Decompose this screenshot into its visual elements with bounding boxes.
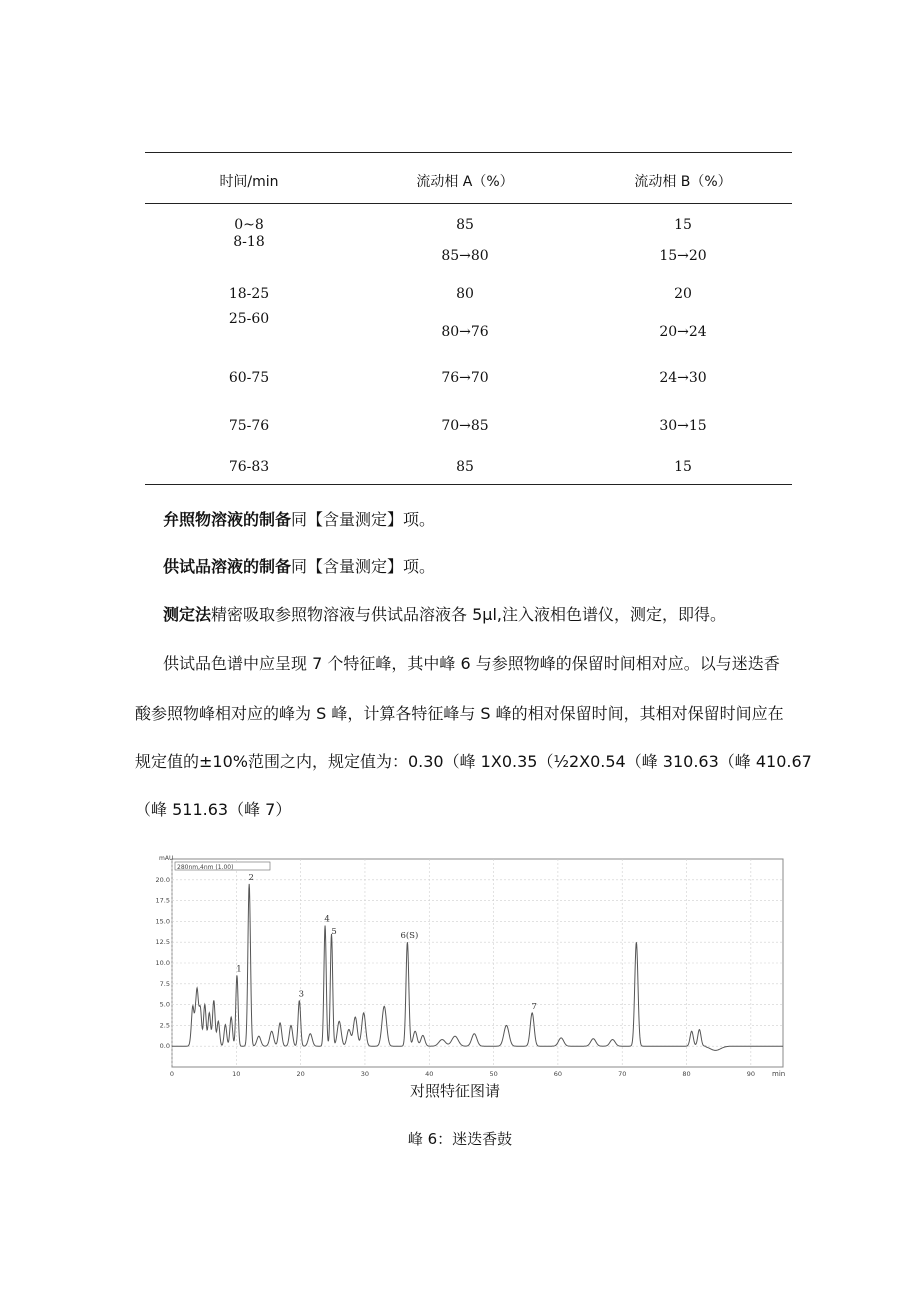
- paragraph-requirement-line2: 酸参照物峰相对应的峰为 S 峰，计算各特征峰与 S 峰的相对保留时间，其相对保留时间应在: [135, 704, 784, 723]
- x-tick-label: 90: [746, 1070, 755, 1078]
- y-tick-label: 17.5: [155, 896, 170, 905]
- y-tick-label: 20.0: [155, 875, 170, 884]
- peak-label: 3: [298, 989, 305, 1000]
- peak-label: 2: [248, 872, 254, 883]
- paragraph-sample-prep: [163, 557, 435, 577]
- table-cell: 76-83: [228, 459, 270, 475]
- peak-label: 5: [331, 927, 337, 938]
- x-tick-label: 0: [169, 1070, 175, 1078]
- paragraph-heading: 供试品溶液的制备: [163, 557, 292, 576]
- x-tick-label: 40: [425, 1070, 434, 1078]
- peak-label: 4: [324, 914, 330, 925]
- x-tick-label: 80: [682, 1070, 691, 1078]
- peak-label: 1: [236, 964, 242, 975]
- x-tick-label: 10: [232, 1070, 241, 1078]
- y-tick-label: 5.0: [159, 1000, 170, 1009]
- y-tick-labels: [156, 876, 170, 1050]
- x-tick-label: 20: [296, 1070, 305, 1078]
- x-tick-label: 50: [489, 1070, 498, 1078]
- paragraph-requirement-line4: （峰 511.63（峰 7）: [135, 800, 292, 819]
- paragraph-text: 同【含量测定】项。: [291, 557, 436, 576]
- table-cell: 15→20: [659, 248, 707, 264]
- paragraph-text: 同【含量测定】项。: [291, 510, 436, 529]
- peak6-note: 峰 6：迷迭香鼓: [407, 1130, 513, 1148]
- peak-label: 7: [531, 1001, 537, 1012]
- table-cell: 80: [456, 286, 474, 302]
- table-cell: 24→30: [659, 370, 707, 386]
- table-cell: 18-25: [228, 286, 270, 302]
- table-cell: 70→85: [441, 418, 489, 434]
- x-tick-label: 60: [553, 1070, 563, 1078]
- table-cell: 85→80: [441, 248, 489, 264]
- table-cell: 0~8: [234, 217, 264, 233]
- chromatogram-svg: [155, 852, 790, 1082]
- paragraph-requirement-line3: 规定值的±10%范围之内，规定值为：0.30（峰 1X0.35（½2X0.54（峰 310.63（峰 410.67: [135, 752, 812, 771]
- chart-caption: 对照特征图请: [409, 1082, 501, 1100]
- table-cell: 60-75: [228, 370, 270, 386]
- table-cell: 75-76: [228, 418, 270, 434]
- paragraph-requirement-line1: 供试品色谱中应呈现 7 个特征峰，其中峰 6 与参照物峰的保留时间相对应。以与迷迭香: [163, 654, 780, 673]
- header-mobile-b: 流动相 B（%）: [634, 174, 732, 190]
- table-cell: 85: [456, 459, 474, 475]
- y-tick-label: 0.0: [159, 1042, 170, 1051]
- table-header-rule: [145, 203, 792, 204]
- table-cell: 80→76: [441, 324, 489, 340]
- paragraph-reference-prep: [163, 510, 435, 530]
- chromatogram-chart: [155, 852, 790, 1082]
- y-tick-label: 7.5: [159, 979, 170, 988]
- table-cell: 15: [674, 459, 692, 475]
- table-cell: 8-18: [233, 234, 265, 250]
- table-cell: 20: [674, 286, 692, 302]
- table-cell: 25-60: [228, 311, 270, 327]
- x-axis-label: min: [772, 1070, 786, 1078]
- table-cell: 85: [456, 217, 474, 233]
- paragraph-text: 精密吸取参照物溶液与供试品溶液各 5μl,注入液相色谱仪，测定，即得。: [211, 605, 726, 624]
- table-cell: 76→70: [441, 370, 489, 386]
- header-mobile-a: 流动相 A（%）: [416, 174, 514, 190]
- table-top-rule: [145, 152, 792, 153]
- x-tick-label: 70: [618, 1070, 627, 1078]
- y-tick-label: 2.5: [159, 1021, 170, 1030]
- paragraph-heading: 弁照物溶液的制备: [163, 510, 292, 529]
- table-bottom-rule: [145, 484, 792, 485]
- legend-text: 280nm,4nm (1.00): [177, 864, 234, 871]
- y-tick-label: 12.5: [155, 938, 170, 947]
- y-axis-label: mAU: [159, 855, 174, 862]
- peak-label: 6(S): [400, 931, 419, 942]
- table-cell: 15: [674, 217, 692, 233]
- table-cell: 30→15: [659, 418, 707, 434]
- x-tick-label: 30: [360, 1070, 370, 1078]
- paragraph-heading: 测定法: [163, 605, 212, 624]
- paragraph-method: [163, 605, 726, 625]
- y-tick-label: 10.0: [155, 959, 170, 967]
- table-cell: 20→24: [659, 324, 707, 340]
- x-tick-labels: [170, 1070, 755, 1078]
- header-time: 时间/min: [219, 174, 279, 190]
- y-tick-label: 15.0: [155, 917, 170, 926]
